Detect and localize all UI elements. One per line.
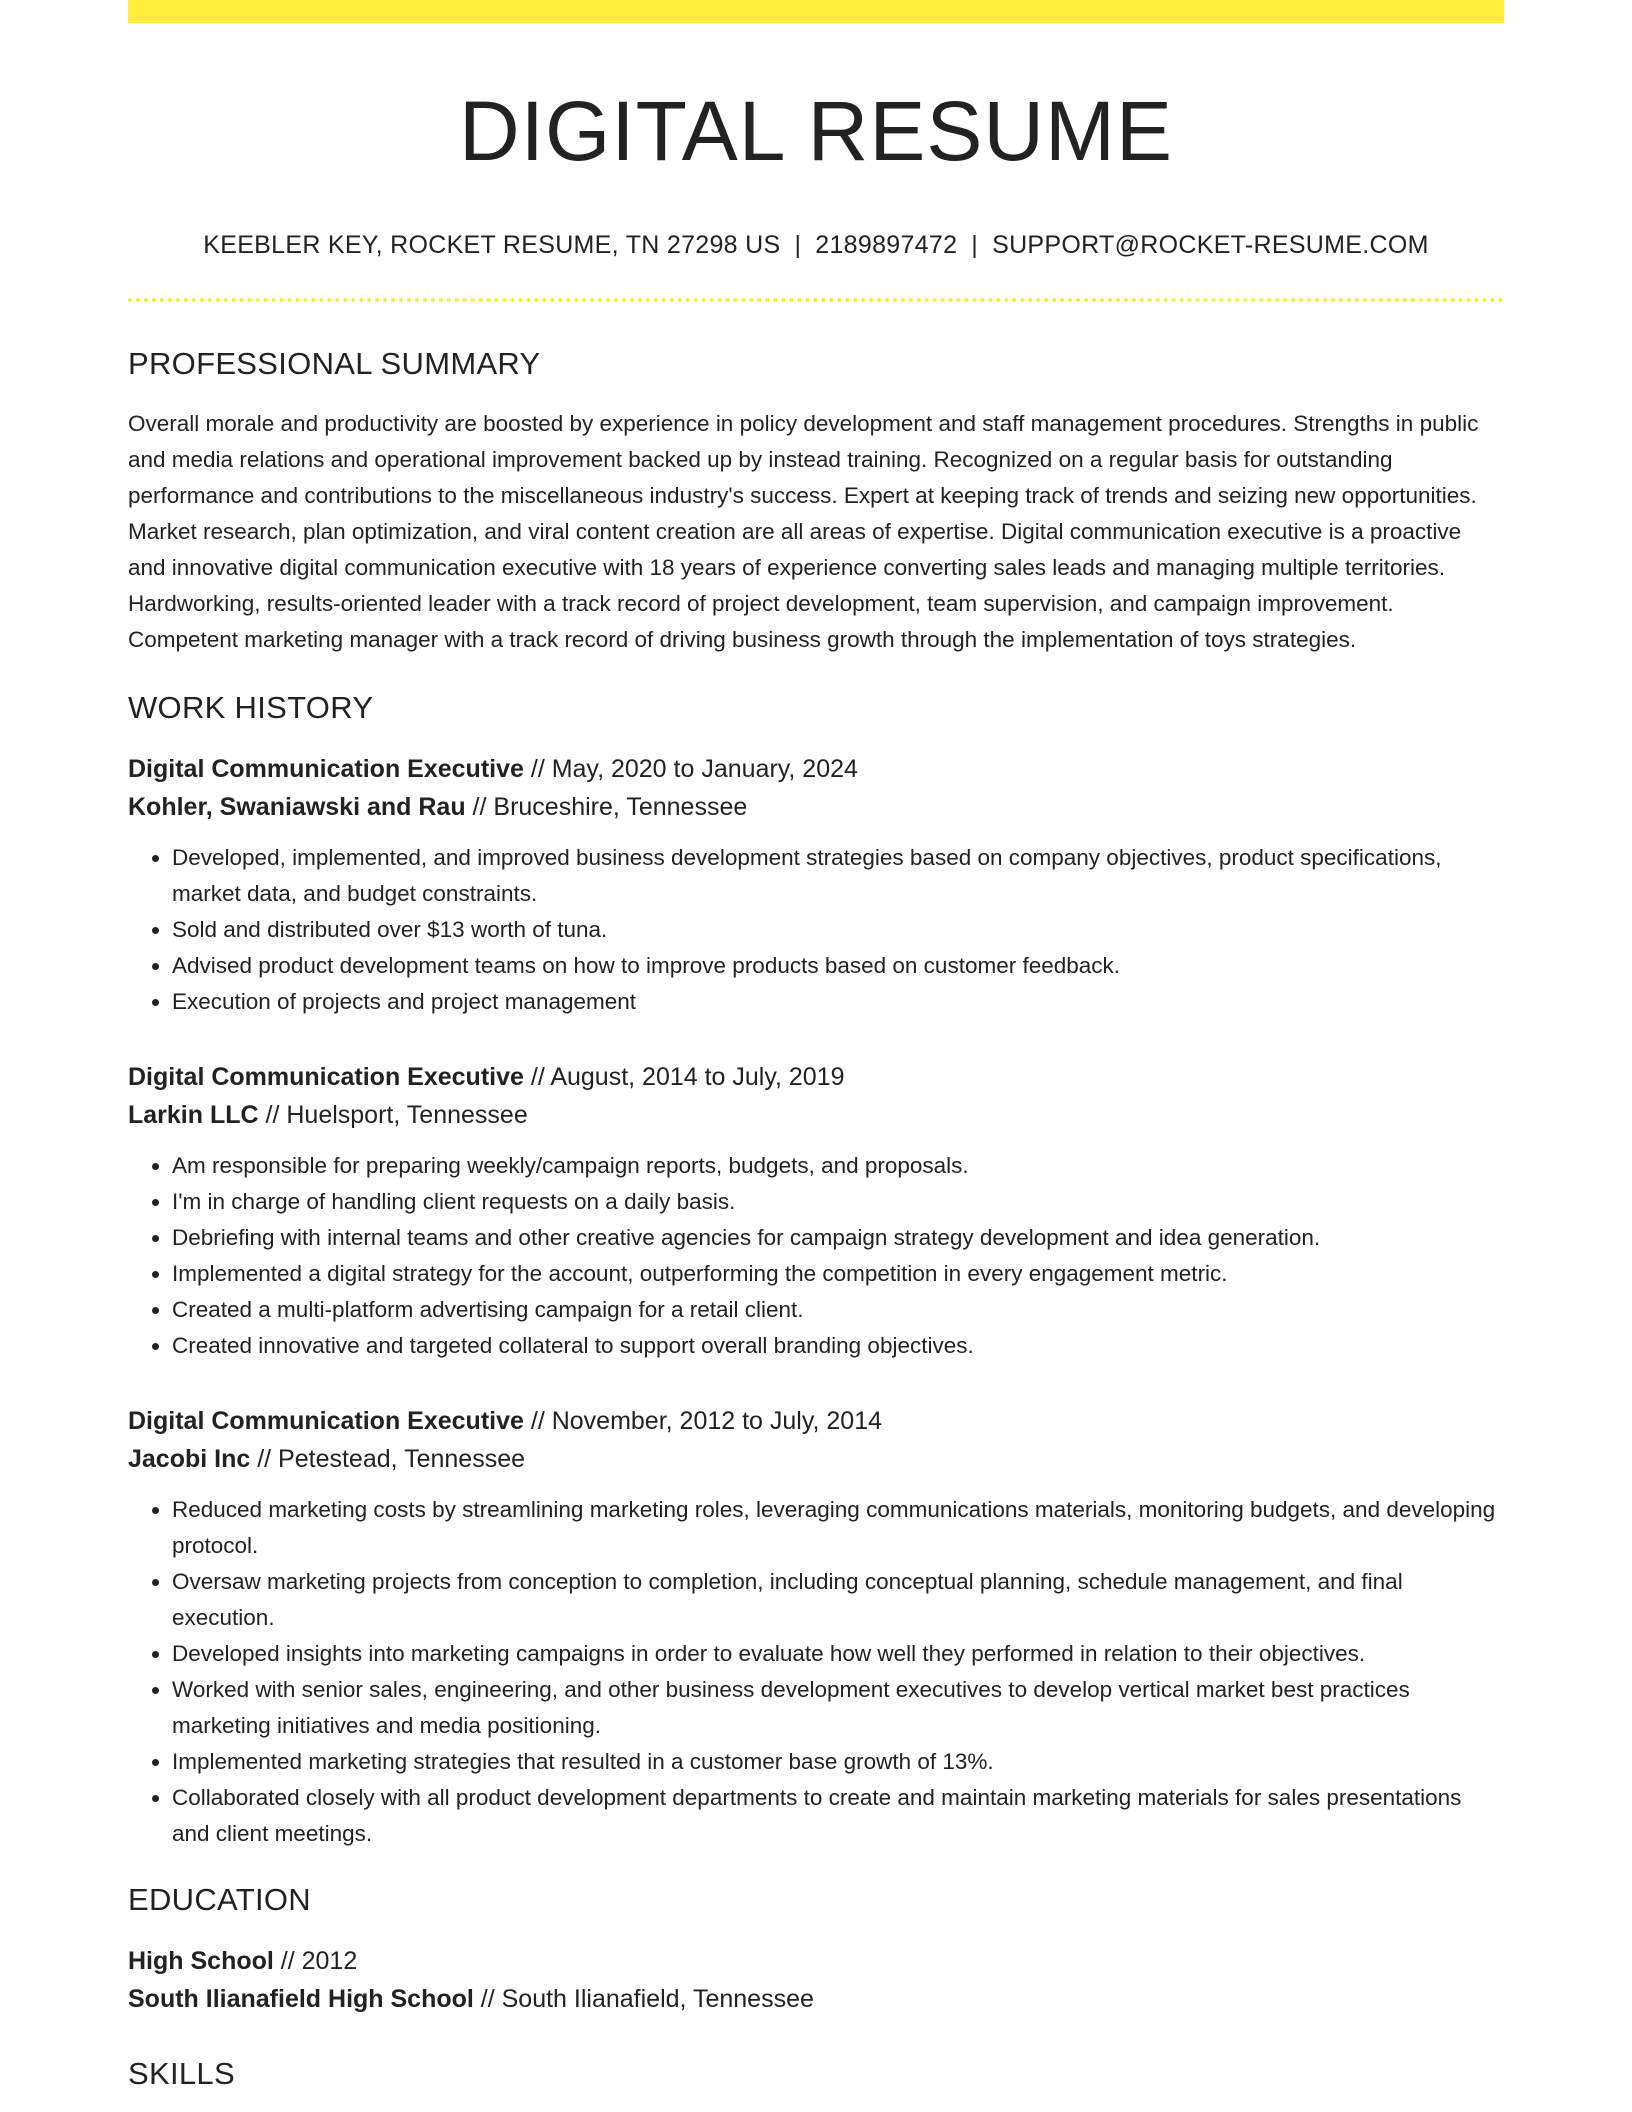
job-bullet: • Am responsible for preparing weekly/campaign reports, budgets, and proposals.	[172, 1148, 1504, 1184]
job-bullet: • Developed, implemented, and improved business development strategies based on company objectives, product specifications, market data, and budget constraints.	[172, 840, 1504, 912]
job-bullet: • I'm in charge of handling client requests on a daily basis.	[172, 1184, 1504, 1220]
job-bullet: • Oversaw marketing projects from conception to completion, including conceptual planning, schedule management, and final execution.	[172, 1564, 1504, 1636]
job-bullet: • Advised product development teams on how to improve products based on customer feedback.	[172, 948, 1504, 984]
education-year: // 2012	[273, 1947, 358, 1976]
contact-address: KEEBLER KEY, ROCKET RESUME, TN 27298 US	[203, 231, 781, 260]
education-degree: High School	[128, 1947, 274, 1976]
education-degree-line	[128, 1942, 1504, 1980]
job-bullet: • Collaborated closely with all product development departments to create and maintain marketing materials for sales presentations and client meetings.	[172, 1780, 1504, 1852]
contact-separator: |	[794, 231, 802, 260]
contact-separator: |	[971, 231, 979, 260]
education-heading: EDUCATION	[128, 1882, 311, 1918]
job-bullet: • Sold and distributed over $13 worth of tuna.	[172, 912, 1504, 948]
job-role-line	[128, 1058, 1504, 1096]
job-entry	[128, 1402, 1504, 1852]
job-bullet: • Implemented a digital strategy for the account, outperforming the competition in every engagement metric.	[172, 1256, 1504, 1292]
summary-heading: PROFESSIONAL SUMMARY	[128, 346, 541, 382]
job-company: Kohler, Swaniawski and Rau	[128, 793, 466, 822]
job-bullet: • Implemented marketing strategies that resulted in a customer base growth of 13%.	[172, 1744, 1504, 1780]
education-school: South Ilianafield High School	[128, 1985, 474, 2014]
resume-page	[128, 0, 1504, 2092]
job-location: // Petestead, Tennessee	[250, 1445, 525, 1474]
job-location: // Huelsport, Tennessee	[258, 1101, 528, 1130]
skills-heading: SKILLS	[128, 2056, 235, 2092]
job-bullet: • Debriefing with internal teams and other creative agencies for campaign strategy development and idea generation.	[172, 1220, 1504, 1256]
job-role: Digital Communication Executive	[128, 755, 524, 784]
job-company-line	[128, 1440, 1504, 1478]
job-role-line	[128, 1402, 1504, 1440]
contact-phone: 2189897472	[815, 231, 958, 260]
job-company-line	[128, 1096, 1504, 1134]
job-company: Larkin LLC	[128, 1101, 259, 1130]
contact-line	[128, 231, 1504, 260]
job-bullet: • Created a multi-platform advertising campaign for a retail client.	[172, 1292, 1504, 1328]
job-entry	[128, 750, 1504, 1020]
job-bullet: • Worked with senior sales, engineering, and other business development executives to develop vertical market best practices marketing initiatives and media positioning.	[172, 1672, 1504, 1744]
job-dates: // November, 2012 to July, 2014	[523, 1407, 883, 1436]
education-entry	[128, 1942, 1504, 2018]
job-dates: // May, 2020 to January, 2024	[523, 755, 858, 784]
job-bullet: • Created innovative and targeted collateral to support overall branding objectives.	[172, 1328, 1504, 1364]
job-company: Jacobi Inc	[128, 1445, 251, 1474]
summary-text: Overall morale and productivity are boosted by experience in policy development and staff management procedures. Strengths in public and media relations and operational improvement backed up by instead training. Recognized on a regular basis for outstanding performance and contributions to the miscellaneous industry's success. Expert at keeping track of trends and seizing new opportunities. Market research, plan optimization, and viral content creation are all areas of expertise. Digital communication executive is a proactive and innovative digital communication executive with 18 years of experience converting sales leads and managing multiple territories. Hardworking, results-oriented leader with a track record of project development, team supervision, and campaign improvement. Competent marketing manager with a track record of driving business growth through the implementation of toys strategies.	[128, 411, 1479, 653]
top-accent-bar	[128, 0, 1504, 23]
job-bullet: • Execution of projects and project management	[172, 984, 1504, 1020]
job-bullet: • Developed insights into marketing campaigns in order to evaluate how well they performed in relation to their objectives.	[172, 1636, 1504, 1672]
job-bullets	[128, 1492, 1504, 1852]
job-role: Digital Communication Executive	[128, 1407, 524, 1436]
job-role: Digital Communication Executive	[128, 1063, 524, 1092]
header-divider	[128, 298, 1504, 302]
resume-name: DIGITAL RESUME	[458, 84, 1174, 178]
education-school-line	[128, 1980, 1504, 2018]
work-history-heading: WORK HISTORY	[128, 690, 374, 726]
contact-email: SUPPORT@ROCKET-RESUME.COM	[992, 231, 1429, 260]
job-company-line	[128, 788, 1504, 826]
job-bullets	[128, 1148, 1504, 1364]
job-role-line	[128, 750, 1504, 788]
education-location: // South Ilianafield, Tennessee	[473, 1985, 814, 2014]
job-location: // Bruceshire, Tennessee	[465, 793, 748, 822]
job-entry	[128, 1058, 1504, 1364]
job-dates: // August, 2014 to July, 2019	[523, 1063, 845, 1092]
job-bullets	[128, 840, 1504, 1020]
job-bullet: • Reduced marketing costs by streamlining marketing roles, leveraging communications materials, monitoring budgets, and developing protocol.	[172, 1492, 1504, 1564]
